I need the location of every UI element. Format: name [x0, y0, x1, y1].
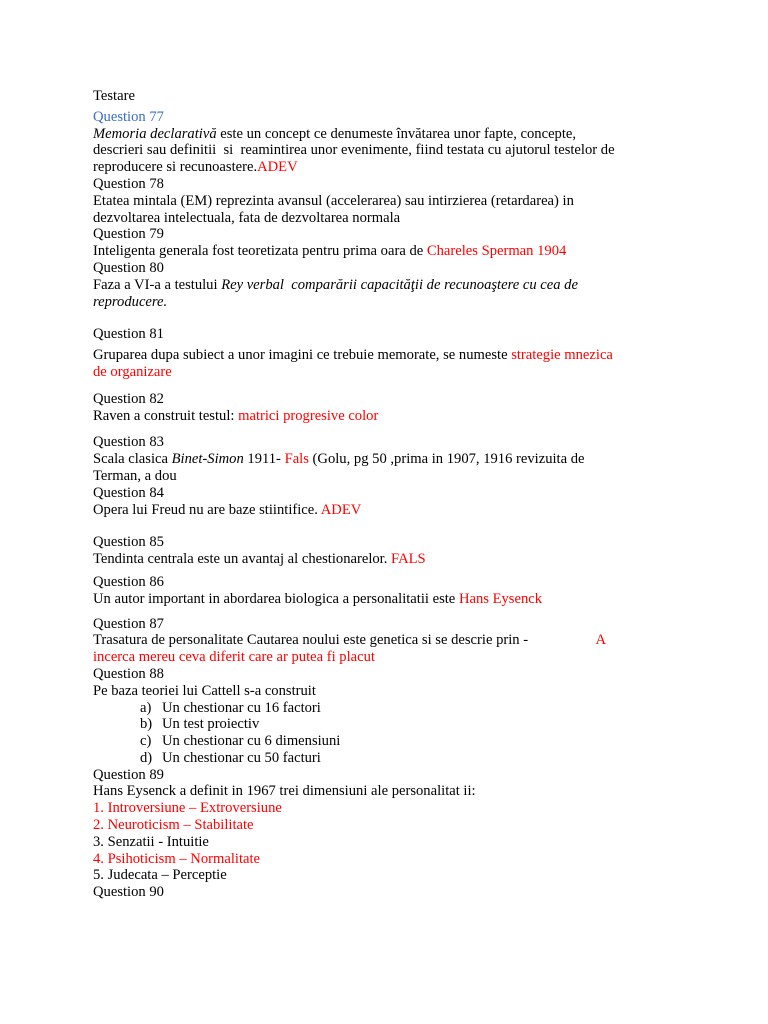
option-b: b) Un test proiectiv	[140, 716, 260, 733]
question-77-answer: ADEV	[257, 159, 298, 176]
question-84-answer: ADEV	[320, 501, 362, 518]
question-81-line1: Gruparea dupa subiect a unor imagini ce trebuie memorate, se numeste strategie mnezica	[93, 347, 613, 364]
answer-item-4: 4. Psihoticism – Normalitate	[93, 850, 261, 867]
question-77-term: Memoria declarativă	[93, 125, 217, 142]
question-80-label: Question 80	[93, 259, 164, 276]
document-page	[93, 88, 668, 901]
question-85-label: Question 85	[93, 534, 164, 551]
question-89-text: Hans Eysenck a definit in 1967 trei dimensiuni ale personalitat ii:	[93, 783, 476, 800]
question-88-label: Question 88	[93, 665, 164, 682]
question-80-line2: reproducere.	[93, 293, 168, 310]
question-84-label: Question 84	[93, 484, 164, 501]
question-87-label: Question 87	[93, 615, 164, 632]
question-80-line1: Faza a VI-a a testului Rey verbal comparării capacităţii de recunoaştere cu cea de	[93, 276, 578, 293]
question-85-line: Tendinta centrala este un avantaj al chestionarelor. FALS	[93, 551, 426, 568]
question-87-line1: A Trasatura de personalitate Cautarea noului este genetica si se descrie prin -	[93, 632, 606, 649]
answer-item-1: 1. Introversiune – Extroversiune	[93, 800, 282, 817]
question-82-label: Question 82	[93, 390, 164, 407]
question-79-line: Inteligenta generala fost teoretizata pentru prima oara de Chareles Sperman 1904	[93, 243, 567, 260]
question-77-line2: descrieri sau definitii si reamintirea unor evenimente, fiind testata cu ajutorul testelor de	[93, 142, 615, 159]
question-81-answer: strategie mnezica	[511, 347, 613, 364]
question-79-answer: Chareles Sperman 1904	[426, 243, 567, 260]
answer-item-5: 5. Judecata – Perceptie	[93, 867, 227, 884]
question-89-label: Question 89	[93, 766, 164, 783]
question-86-label: Question 86	[93, 573, 164, 590]
question-77-line1: Memoria declarativă este un concept ce denumeste învătarea unor fapte, concepte,	[93, 125, 577, 142]
question-88-text: Pe baza teoriei lui Cattell s-a construit	[93, 682, 316, 699]
question-81-label: Question 81	[93, 326, 164, 343]
question-81-line2: de organizare	[93, 363, 172, 380]
question-83-line2: Terman, a dou	[93, 467, 177, 484]
question-78-label: Question 78	[93, 175, 164, 192]
question-90-label: Question 90	[93, 884, 164, 901]
question-77-label: Question 77	[93, 108, 164, 125]
question-82-answer: matrici progresive color	[238, 407, 379, 424]
question-83-answer: Fals	[284, 451, 309, 468]
option-a: a) Un chestionar cu 16 factori	[140, 699, 321, 716]
question-87-answer: incerca mereu ceva diferit care ar putea fi placut	[93, 649, 375, 666]
question-79-label: Question 79	[93, 226, 164, 243]
question-77-line3: reproducere si recunoastere.ADEV	[93, 159, 298, 176]
answer-item-3: 3. Senzatii - Intuitie	[93, 833, 209, 850]
question-83-line1: Scala clasica Binet-Simon 1911- Fals (Golu, pg 50 ,prima in 1907, 1916 revizuita de	[93, 451, 585, 468]
question-83-label: Question 83	[93, 434, 164, 451]
document-title: Testare	[93, 88, 135, 104]
option-c: c) Un chestionar cu 6 dimensiuni	[140, 733, 341, 750]
question-86-line: Un autor important in abordarea biologica a personalitatii este Hans Eysenck	[93, 590, 543, 607]
question-78-line2: dezvoltarea intelectuala, fata de dezvoltarea normala	[93, 209, 401, 226]
answer-item-2: 2. Neuroticism – Stabilitate	[93, 817, 254, 834]
question-86-answer: Hans Eysenck	[458, 590, 543, 607]
question-87-answer-letter: A	[595, 632, 606, 649]
option-d: d) Un chestionar cu 50 facturi	[140, 749, 321, 766]
question-78-line1: Etatea mintala (EM) reprezinta avansul (accelerarea) sau intirzierea (retardarea) in	[93, 192, 574, 209]
question-85-answer: FALS	[391, 551, 426, 568]
question-84-line: Opera lui Freud nu are baze stiintifice. ADEV	[93, 501, 362, 518]
question-82-line: Raven a construit testul: matrici progresive color	[93, 407, 379, 424]
